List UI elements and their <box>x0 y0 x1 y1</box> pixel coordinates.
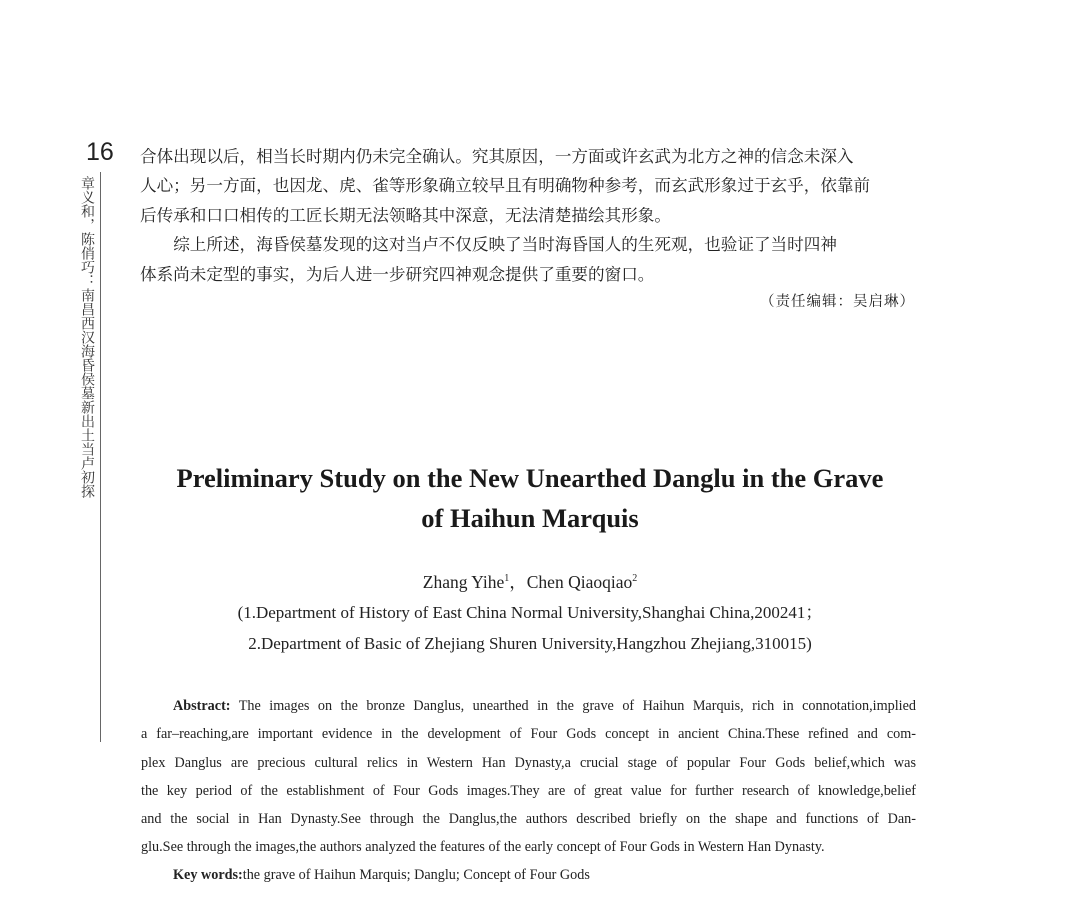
abstract-line: glu.See through the images,the authors analyzed the features of the early concept of Four Gods in Western Han Dynasty. <box>141 839 825 856</box>
english-title <box>110 458 950 538</box>
chinese-line: 人心；另一方面，也因龙、虎、雀等形象确立较早且有明确物种参考，而玄武形象过于玄乎，依靠前 <box>140 176 871 196</box>
abstract-line <box>141 692 916 720</box>
abstract-text: The images on the bronze Danglus, unearthed in the grave of Haihun Marquis, rich in connotation,implied <box>230 698 916 714</box>
affiliation-2: 2.Department of Basic of Zhejiang Shuren University,Hangzhou Zhejiang,310015) <box>248 634 812 653</box>
keywords <box>173 862 590 888</box>
title-line: of Haihun Marquis <box>421 503 639 533</box>
abstract-line: plex Danglus are precious cultural relics in Western Han Dynasty,a crucial stage of popular Four Gods belief,which was <box>141 754 916 771</box>
chinese-body-text <box>140 142 915 289</box>
author-name: Chen Qiaoqiao <box>526 572 633 592</box>
title-line: Preliminary Study on the New Unearthed Danglu in the Grave <box>176 463 884 493</box>
keywords-text: the grave of Haihun Marquis; Danglu; Concept of Four Gods <box>242 867 590 883</box>
author-name: Zhang Yihe <box>422 572 505 592</box>
author-affiliation-mark: 2 <box>632 573 638 584</box>
author-separator: ， <box>509 572 527 592</box>
page-number: 16 <box>86 138 114 166</box>
abstract <box>141 692 916 862</box>
running-header: 章义和，陈俏巧：南昌西汉海昏侯墓新出土当卢初探 <box>79 176 95 498</box>
keywords-label: Key words: <box>173 867 243 883</box>
margin-rule <box>100 172 101 742</box>
author-affiliation-mark: 1 <box>504 573 510 584</box>
abstract-line: and the social in Han Dynasty.See through the Danglus,the authors described briefly on the shape and functions of Dan- <box>141 811 916 828</box>
editor-note: （责任编辑：吴启琳） <box>760 294 915 310</box>
chinese-line: 体系尚未定型的事实，为后人进一步研究四神观念提供了重要的窗口。 <box>140 264 655 284</box>
chinese-line: 综上所述，海昏侯墓发现的这对当卢不仅反映了当时海昏国人的生死观，也验证了当时四神 <box>173 235 837 255</box>
chinese-paragraph-2 <box>140 230 915 289</box>
affiliation-1: (1.Department of History of East China Normal University,Shanghai China,200241； <box>237 603 823 622</box>
chinese-paragraph-1 <box>140 142 915 230</box>
chinese-line: 后传承和口口相传的工匠长期无法领略其中深意，无法清楚描绘其形象。 <box>140 205 671 225</box>
chinese-line: 合体出现以后，相当长时期内仍未完全确认。究其原因，一方面或许玄武为北方之神的信念未深入 <box>140 147 854 166</box>
abstract-line: the key period of the establishment of Four Gods images.They are of great value for further research of knowledge,belief <box>141 782 916 799</box>
author-list <box>110 571 950 593</box>
abstract-line: a far–reaching,are important evidence in the development of Four Gods concept in ancient China.These refined and com- <box>141 726 916 743</box>
abstract-label: Abstract: <box>173 698 231 714</box>
